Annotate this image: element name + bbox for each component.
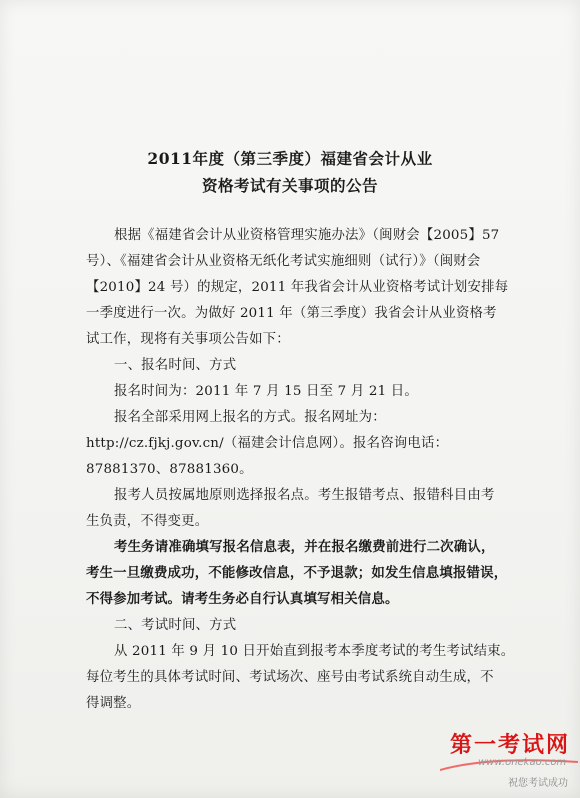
watermark-brand: 第一考试网 <box>450 733 571 758</box>
bold-notice-line: 考生务请准确填写报名信息表，并在报名缴费前进行二次确认， <box>114 539 495 555</box>
section-heading-exam: 二、考试时间、方式 <box>114 618 237 633</box>
notice-title-line-1: 2011年度（第三季度）福建省会计从业 <box>147 149 433 168</box>
body-line: 生负责，不得变更。 <box>86 514 209 529</box>
body-line: 87881370、87881360。 <box>86 462 253 477</box>
body-line: 得调整。 <box>86 696 141 711</box>
body-line: 试工作，现将有关事项公告如下： <box>86 332 290 347</box>
body-line: 号）、《福建省会计从业资格无纸化考试实施细则（试行）》（闽财会 <box>86 254 481 269</box>
bold-notice-line: 不得参加考试。请考生务必自行认真填写相关信息。 <box>86 591 399 607</box>
body-line: 报名全部采用网上报名的方式。报名网址为： <box>114 410 386 425</box>
notice-title-line-2: 资格考试有关事项的公告 <box>201 176 378 195</box>
body-line: 【2010】24 号）的规定，2011 年我省会计从业资格考试计划安排每 <box>86 280 509 295</box>
body-line: 每位考生的具体考试时间、考试场次、座号由考试系统自动生成，不 <box>86 670 494 685</box>
body-line: 报名时间为：2011 年 7 月 15 日至 7 月 21 日。 <box>114 384 418 399</box>
watermark-slogan: 祝您考试成功 <box>508 778 568 789</box>
body-line: 根据《福建省会计从业资格管理实施办法》（闽财会【2005】57 <box>114 228 500 243</box>
body-line: 从 2011 年 9 月 10 日开始直到报考本季度考试的考生考试结束。 <box>114 644 515 659</box>
watermark-url: www.onekao.com <box>478 757 567 768</box>
section-heading-registration: 一、报名时间、方式 <box>114 358 237 373</box>
body-line: http://cz.fjkj.gov.cn/（福建会计信息网）。报名咨询电话： <box>86 436 449 451</box>
bold-notice-line: 考生一旦缴费成功，不能修改信息，不予退款；如发生信息填报错误， <box>86 565 508 581</box>
body-line: 一季度进行一次。为做好 2011 年（第三季度）我省会计从业资格考 <box>86 306 497 321</box>
body-line: 报考人员按属地原则选择报名点。考生报错考点、报错科目由考 <box>114 488 495 503</box>
